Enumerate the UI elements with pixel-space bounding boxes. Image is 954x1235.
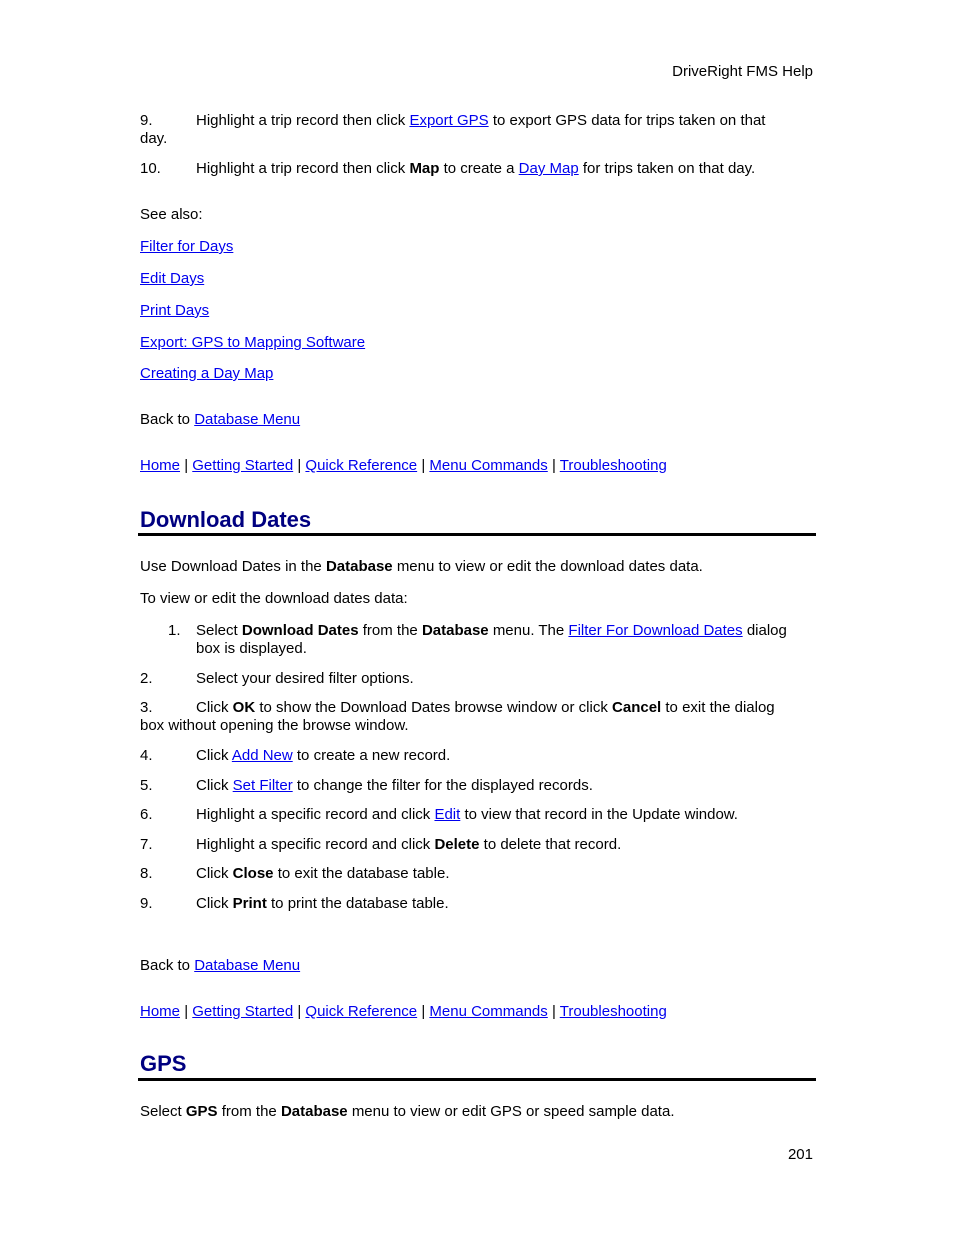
heading-rule	[138, 1078, 816, 1081]
set-filter-link[interactable]: Set Filter	[232, 777, 293, 794]
step-number: 7.	[140, 836, 153, 853]
filter-for-download-dates-link[interactable]: Filter For Download Dates	[568, 622, 743, 639]
running-header: DriveRight FMS Help	[672, 63, 813, 80]
back-to-database-menu: Back to Database Menu	[140, 957, 301, 974]
nav-home-link[interactable]: Home	[140, 457, 181, 474]
step-6-text: Highlight a specific record and click Edit to view that record in the Update window.	[196, 806, 738, 823]
nav-getting-started-link[interactable]: Getting Started	[192, 1003, 294, 1020]
step-number: 9.	[140, 112, 153, 129]
step-number: 1.	[168, 622, 181, 639]
step-9-text: Click Print to print the database table.	[196, 895, 449, 912]
nav-menu-commands-link[interactable]: Menu Commands	[429, 457, 548, 474]
filter-for-days-link[interactable]: Filter for Days	[140, 238, 234, 255]
creating-day-map-link[interactable]: Creating a Day Map	[140, 365, 274, 382]
step-number: 5.	[140, 777, 153, 794]
step-5-text: Click Set Filter to change the filter for the displayed records.	[196, 777, 593, 794]
step-number: 10.	[140, 160, 161, 177]
nav-troubleshooting-link[interactable]: Troubleshooting	[559, 457, 667, 474]
step-4-text: Click Add New to create a new record.	[196, 747, 451, 764]
step-3-continuation: box without opening the browse window.	[140, 717, 409, 734]
nav-menu-commands-link[interactable]: Menu Commands	[429, 1003, 548, 1020]
nav-quick-reference-link[interactable]: Quick Reference	[305, 457, 418, 474]
step-number: 6.	[140, 806, 153, 823]
page-number: 201	[787, 1146, 813, 1163]
step-number: 8.	[140, 865, 153, 882]
step-3-text: 3. Click OK to show the Download Dates browse window or click Cancel to exit the dialog	[140, 699, 775, 716]
download-dates-intro: Use Download Dates in the Database menu to view or edit the download dates data.	[140, 558, 703, 575]
step-1-text: Select Download Dates from the Database menu. The Filter For Download Dates dialog	[196, 622, 787, 639]
download-dates-heading: Download Dates	[140, 507, 312, 532]
see-also-label: See also:	[140, 206, 203, 223]
to-view-text: To view or edit the download dates data:	[140, 590, 408, 607]
step-9-trip-export: 9. Highlight a trip record then click Export GPS to export GPS data for trips taken on that	[140, 112, 766, 129]
step-number: 9.	[140, 895, 153, 912]
nav-quick-reference-link[interactable]: Quick Reference	[305, 1003, 418, 1020]
print-days-link[interactable]: Print Days	[140, 302, 210, 319]
back-to-database-menu: Back to Database Menu	[140, 411, 301, 428]
gps-heading: GPS	[140, 1051, 187, 1076]
step-10-day-map: 10. Highlight a trip record then click Map to create a Day Map for trips taken on that day.	[140, 160, 756, 177]
day-map-link[interactable]: Day Map	[518, 160, 579, 177]
edit-link[interactable]: Edit	[434, 806, 461, 823]
step-9-continuation: day.	[140, 130, 168, 147]
nav-troubleshooting-link[interactable]: Troubleshooting	[559, 1003, 667, 1020]
step-7-text: Highlight a specific record and click Delete to delete that record.	[196, 836, 622, 853]
step-2-text: Select your desired filter options.	[196, 670, 414, 687]
edit-days-link[interactable]: Edit Days	[140, 270, 205, 287]
export-gps-link[interactable]: Export GPS	[409, 112, 489, 129]
step-1-continuation: box is displayed.	[196, 640, 307, 657]
step-number: 4.	[140, 747, 153, 764]
nav-bar: Home | Getting Started | Quick Reference | Menu Commands | Troubleshooting	[140, 1003, 667, 1020]
database-menu-link[interactable]: Database Menu	[194, 411, 301, 428]
nav-bar: Home | Getting Started | Quick Reference | Menu Commands | Troubleshooting	[140, 457, 667, 474]
step-number: 3.	[140, 699, 153, 716]
heading-rule	[138, 533, 816, 536]
gps-intro: Select GPS from the Database menu to view or edit GPS or speed sample data.	[140, 1103, 675, 1120]
database-menu-link[interactable]: Database Menu	[194, 957, 301, 974]
export-gps-mapping-link[interactable]: Export: GPS to Mapping Software	[140, 334, 366, 351]
add-new-link[interactable]: Add New	[231, 747, 293, 764]
nav-home-link[interactable]: Home	[140, 1003, 181, 1020]
nav-getting-started-link[interactable]: Getting Started	[192, 457, 294, 474]
step-number: 2.	[140, 670, 153, 687]
step-8-text: Click Close to exit the database table.	[196, 865, 450, 882]
